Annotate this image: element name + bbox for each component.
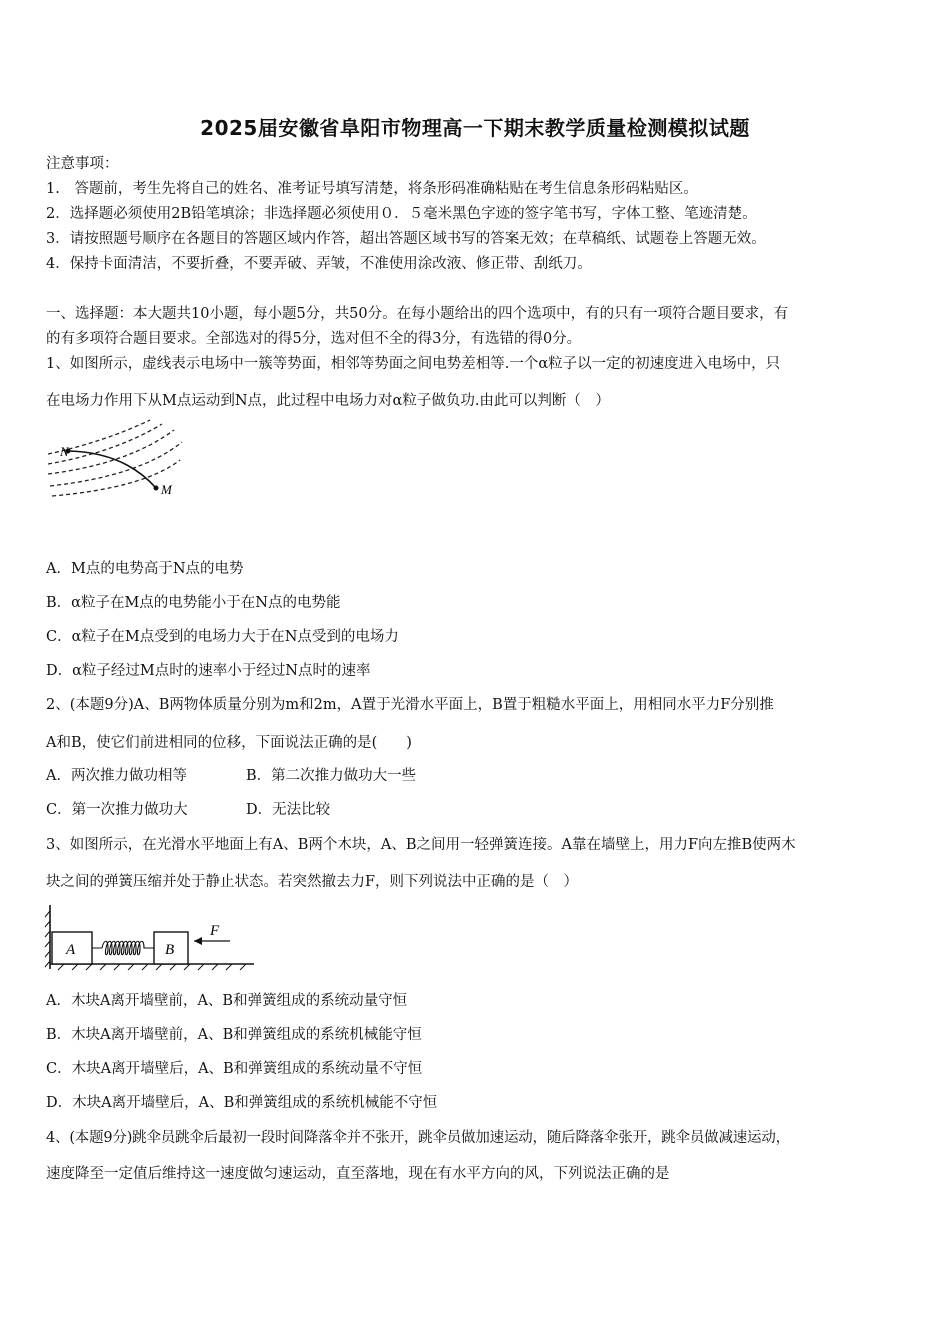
question-2-option-c[interactable]: C．第一次推力做功大 [46,802,188,818]
spring [92,941,154,955]
notice-item: 4．保持卡面清洁，不要折叠，不要弄破、弄皱，不准使用涂改液、修正带、刮纸刀。 [46,256,592,272]
question-2-option-b[interactable]: B．第二次推力做功大一些 [246,768,417,784]
notice-item: 2．选择题必须使用2B铅笔填涂；非选择题必须使用０．５毫米黑色字迹的签字笔书写，字体工整、笔迹清楚。 [46,206,757,222]
question-4-stem: 速度降至一定值后维持这一速度做匀速运动，直至落地，现在有水平方向的风，下列说法正确的是 [46,1166,670,1182]
label-f: F [210,923,220,939]
notice-item: 1. 答题前，考生先将自己的姓名、准考证号填写清楚，将条形码准确粘贴在考生信息条形码粘贴区。 [46,181,698,197]
section-instructions: 的有多项符合题目要求。全部选对的得5分，选对但不全的得3分，有选错的得0分。 [46,331,582,347]
question-1-option-d[interactable]: D．α粒子经过M点时的速率小于经过N点时的速率 [46,663,371,679]
question-3-stem: 3、如图所示，在光滑水平地面上有A、B两个木块，A、B之间用一轻弹簧连接。A靠在墙壁上，用力F向左推B使两木 [46,837,796,853]
question-1-option-a[interactable]: A．M点的电势高于N点的电势 [46,561,244,577]
question-3-option-c[interactable]: C．木块A离开墙壁后，A、B和弹簧组成的系统动量不守恒 [46,1061,423,1077]
question-3-option-d[interactable]: D．木块A离开墙壁后，A、B和弹簧组成的系统机械能不守恒 [46,1095,438,1111]
label-n: N [60,444,69,459]
question-3-option-b[interactable]: B．木块A离开墙壁前，A、B和弹簧组成的系统机械能守恒 [46,1027,422,1043]
equipotential-figure [44,418,184,500]
notice-item: 3．请按照题号顺序在各题目的答题区域内作答，超出答题区域书写的答案无效；在草稿纸、试题卷上答题无效。 [46,231,766,247]
notice-heading: 注意事项： [46,156,119,172]
spring-block-figure [44,903,258,973]
trajectory-curve [68,451,156,488]
force-arrowhead [194,937,202,945]
question-2-stem: A和B，使它们前进相同的位移，下面说法正确的是( ) [46,735,412,751]
question-1-option-c[interactable]: C．α粒子在M点受到的电场力大于在N点受到的电场力 [46,629,399,645]
page-title: 2025届安徽省阜阳市物理高一下期末教学质量检测模拟试题 [200,116,750,140]
question-1-stem: 在电场力作用下从M点运动到N点，此过程中电场力对α粒子做负功.由此可以判断（ ） [46,393,610,409]
question-4-stem: 4、(本题9分)跳伞员跳伞后最初一段时间降落伞并不张开，跳伞员做加速运动，随后降落伞张开，跳伞员做减速运动， [46,1130,790,1146]
question-3-option-a[interactable]: A．木块A离开墙壁前，A、B和弹簧组成的系统动量守恒 [46,993,408,1009]
question-3-stem: 块之间的弹簧压缩并处于静止状态。若突然撤去力F，则下列说法中正确的是（ ） [46,874,579,890]
question-1-option-b[interactable]: B．α粒子在M点的电势能小于在N点的电势能 [46,595,341,611]
question-2-option-d[interactable]: D．无法比较 [246,802,331,818]
question-1-stem: 1、如图所示，虚线表示电场中一簇等势面，相邻等势面之间电势差相等.一个α粒子以一定的初速度进入电场中，只 [46,356,781,372]
section-instructions: 一、选择题：本大题共10小题，每小题5分，共50分。在每小题给出的四个选项中，有的只有一项符合题目要求，有 [46,306,789,322]
label-a: A [66,942,76,958]
label-b: B [165,942,175,958]
question-2-option-a[interactable]: A．两次推力做功相等 [46,768,187,784]
label-m: M [161,482,172,497]
point-m [154,486,159,491]
question-2-stem: 2、(本题9分)A、B两物体质量分别为m和2m，A置于光滑水平面上，B置于粗糙水平面上，用相同水平力F分别推 [46,697,774,713]
